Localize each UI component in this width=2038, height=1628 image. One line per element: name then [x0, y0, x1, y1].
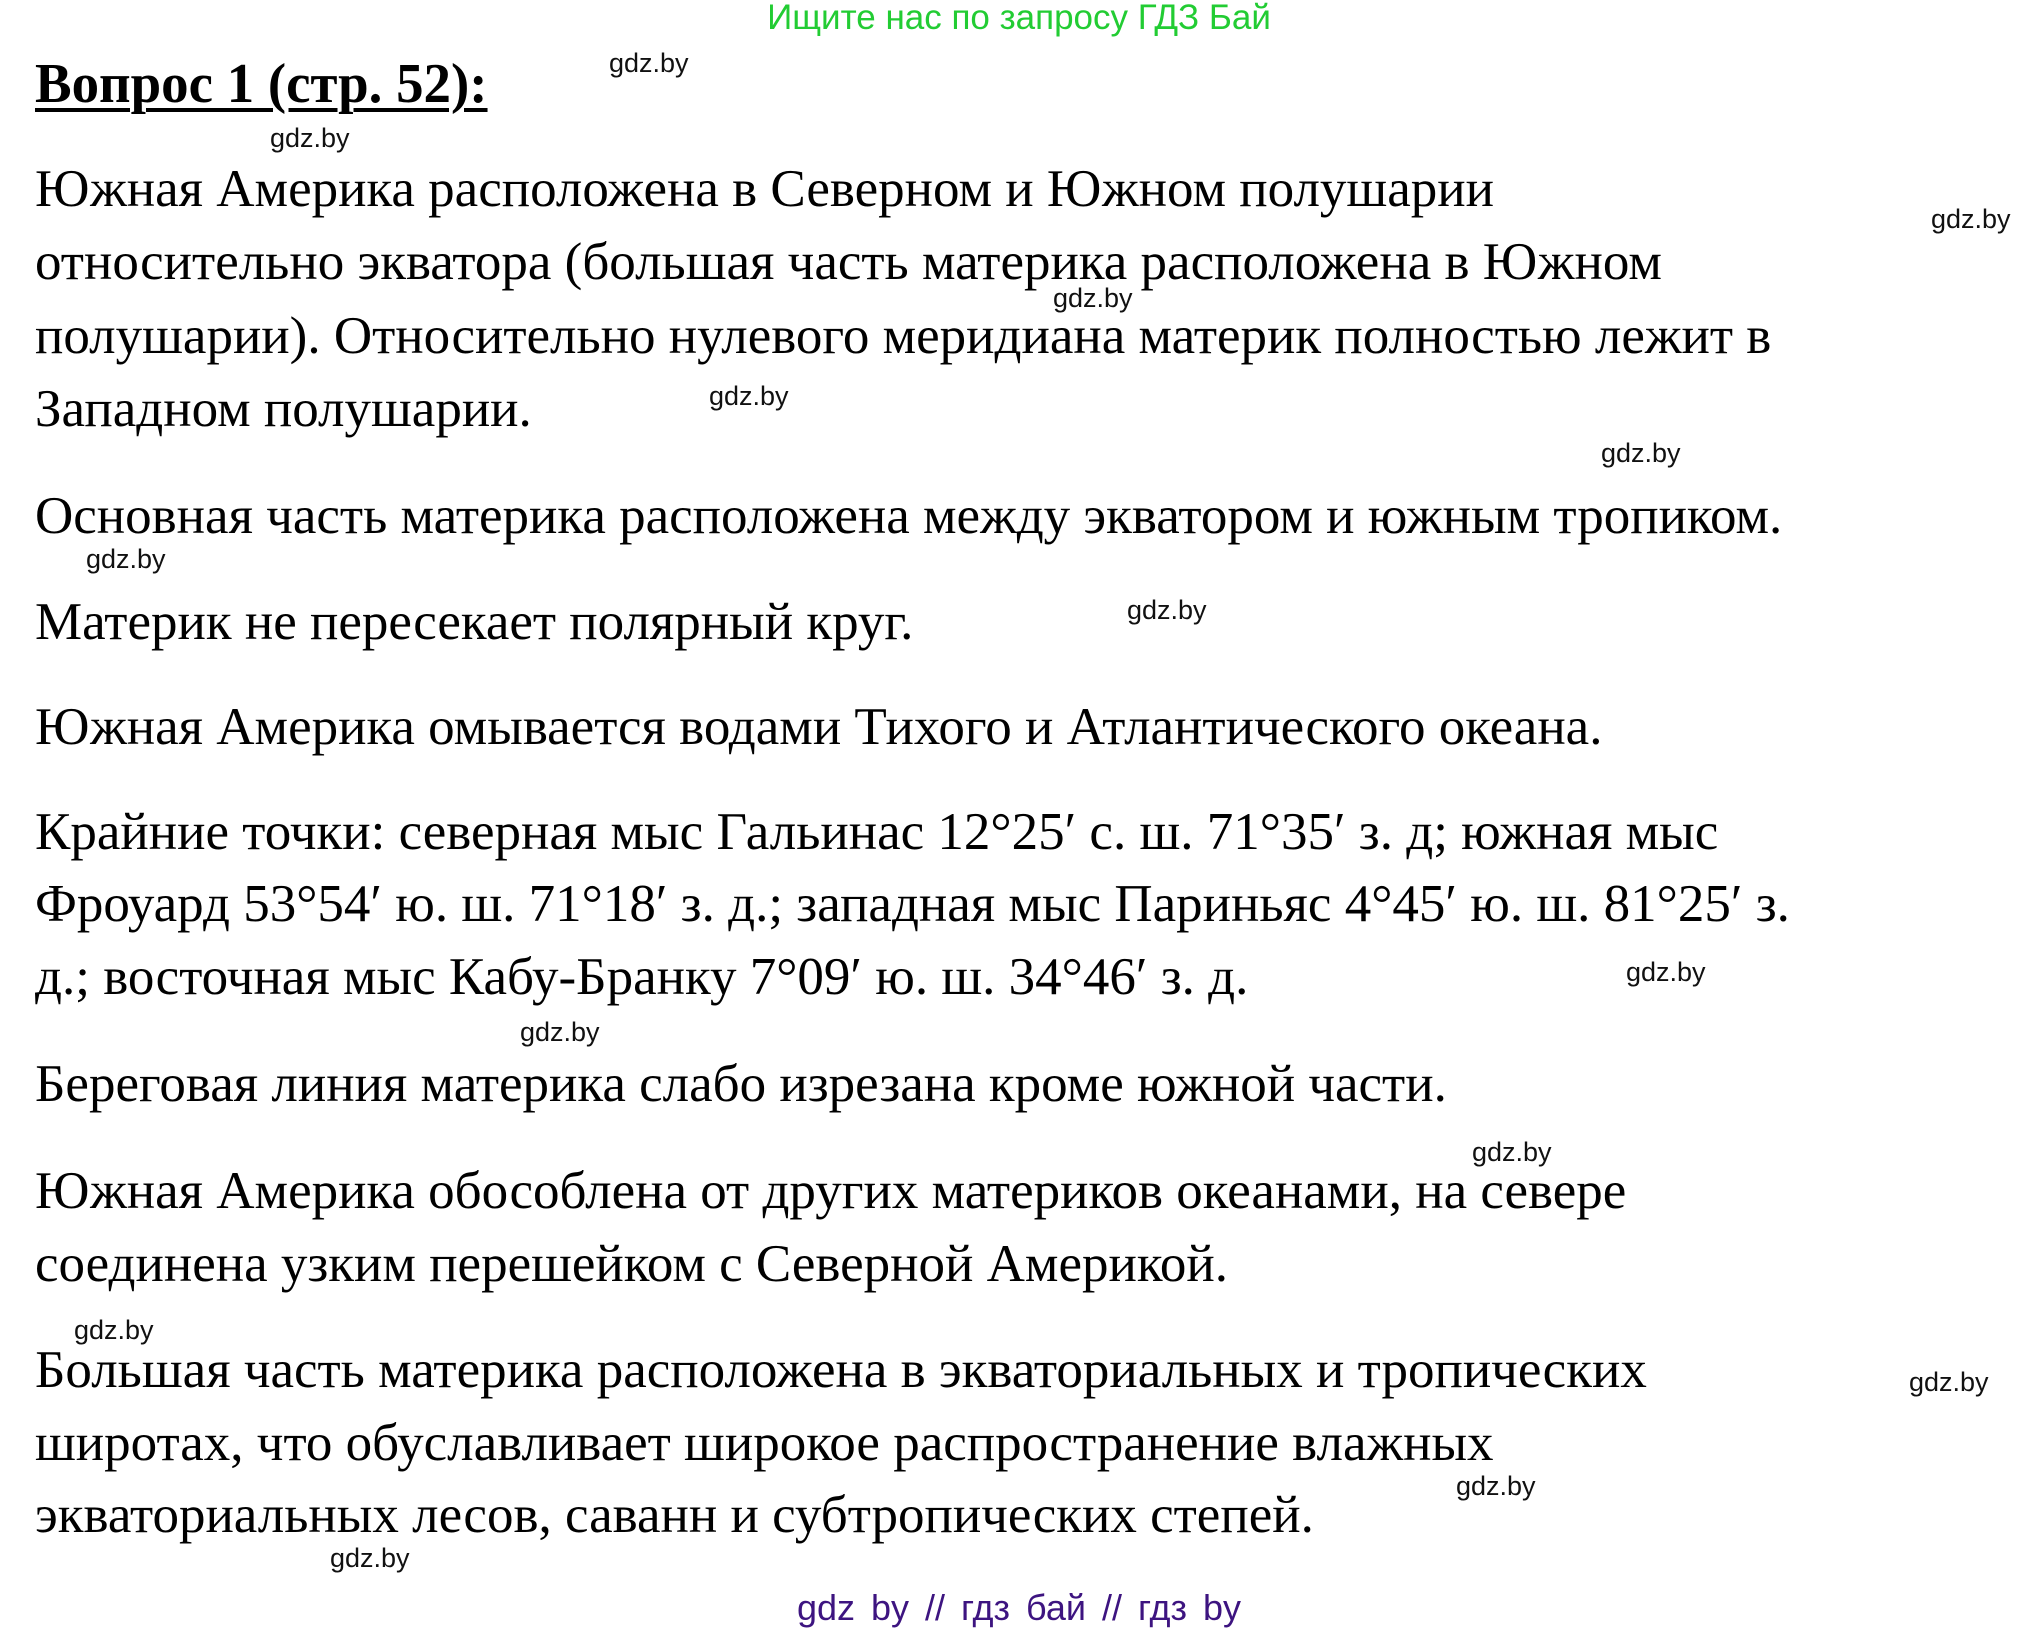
watermark: gdz.by	[709, 381, 789, 411]
watermark: gdz.by	[330, 1543, 410, 1573]
answer-line: Материк не пересекает полярный круг.	[35, 593, 914, 651]
watermark: gdz.by	[1456, 1471, 1536, 1501]
answer-line: широтах, что обуславливает широкое распространение влажных	[35, 1414, 1494, 1472]
answer-line: д.; восточная мыс Кабу-Бранку 7°09′ ю. ш. 34°46′ з. д.	[35, 948, 1249, 1006]
watermark: gdz.by	[1127, 595, 1207, 625]
watermark: gdz.by	[609, 48, 689, 78]
watermark: gdz.by	[270, 123, 350, 153]
question-title: Вопрос 1 (стр. 52):	[35, 53, 488, 115]
watermark: gdz.by	[1053, 283, 1133, 313]
watermark: gdz.by	[1626, 957, 1706, 987]
answer-line: экваториальных лесов, саванн и субтропических степей.	[35, 1486, 1314, 1544]
answer-line: Береговая линия материка слабо изрезана кроме южной части.	[35, 1055, 1447, 1113]
answer-line: Южная Америка омывается водами Тихого и Атлантического океана.	[35, 698, 1603, 756]
answer-line: Фроуард 53°54′ ю. ш. 71°18′ з. д.; западная мыс Париньяс 4°45′ ю. ш. 81°25′ з.	[35, 875, 1790, 933]
watermark: gdz.by	[1909, 1367, 1989, 1397]
answer-line: относительно экватора (большая часть материка расположена в Южном	[35, 233, 1662, 291]
watermark: gdz.by	[1601, 438, 1681, 468]
watermark: gdz.by	[86, 544, 166, 574]
answer-line: полушарии). Относительно нулевого меридиана материк полностью лежит в	[35, 307, 1772, 365]
answer-line: Южная Америка расположена в Северном и Южном полушарии	[35, 160, 1494, 218]
watermark: gdz.by	[520, 1017, 600, 1047]
footer-links: gdz by // гдз бай // гдз by	[796, 1587, 1242, 1628]
answer-line: Крайние точки: северная мыс Гальинас 12°25′ с. ш. 71°35′ з. д; южная мыс	[35, 803, 1719, 861]
answer-line: Большая часть материка расположена в экваториальных и тропических	[35, 1341, 1647, 1399]
watermark: gdz.by	[1472, 1137, 1552, 1167]
answer-line: Западном полушарии.	[35, 380, 532, 438]
watermark: gdz.by	[74, 1315, 154, 1345]
answer-line: Южная Америка обособлена от других материков океанами, на севере	[35, 1162, 1627, 1220]
answer-line: Основная часть материка расположена между экватором и южным тропиком.	[35, 487, 1783, 545]
search-banner: Ищите нас по запросу ГДЗ Бай	[767, 0, 1271, 37]
watermark: gdz.by	[1931, 204, 2011, 234]
answer-line: соединена узким перешейком с Северной Америкой.	[35, 1235, 1229, 1293]
